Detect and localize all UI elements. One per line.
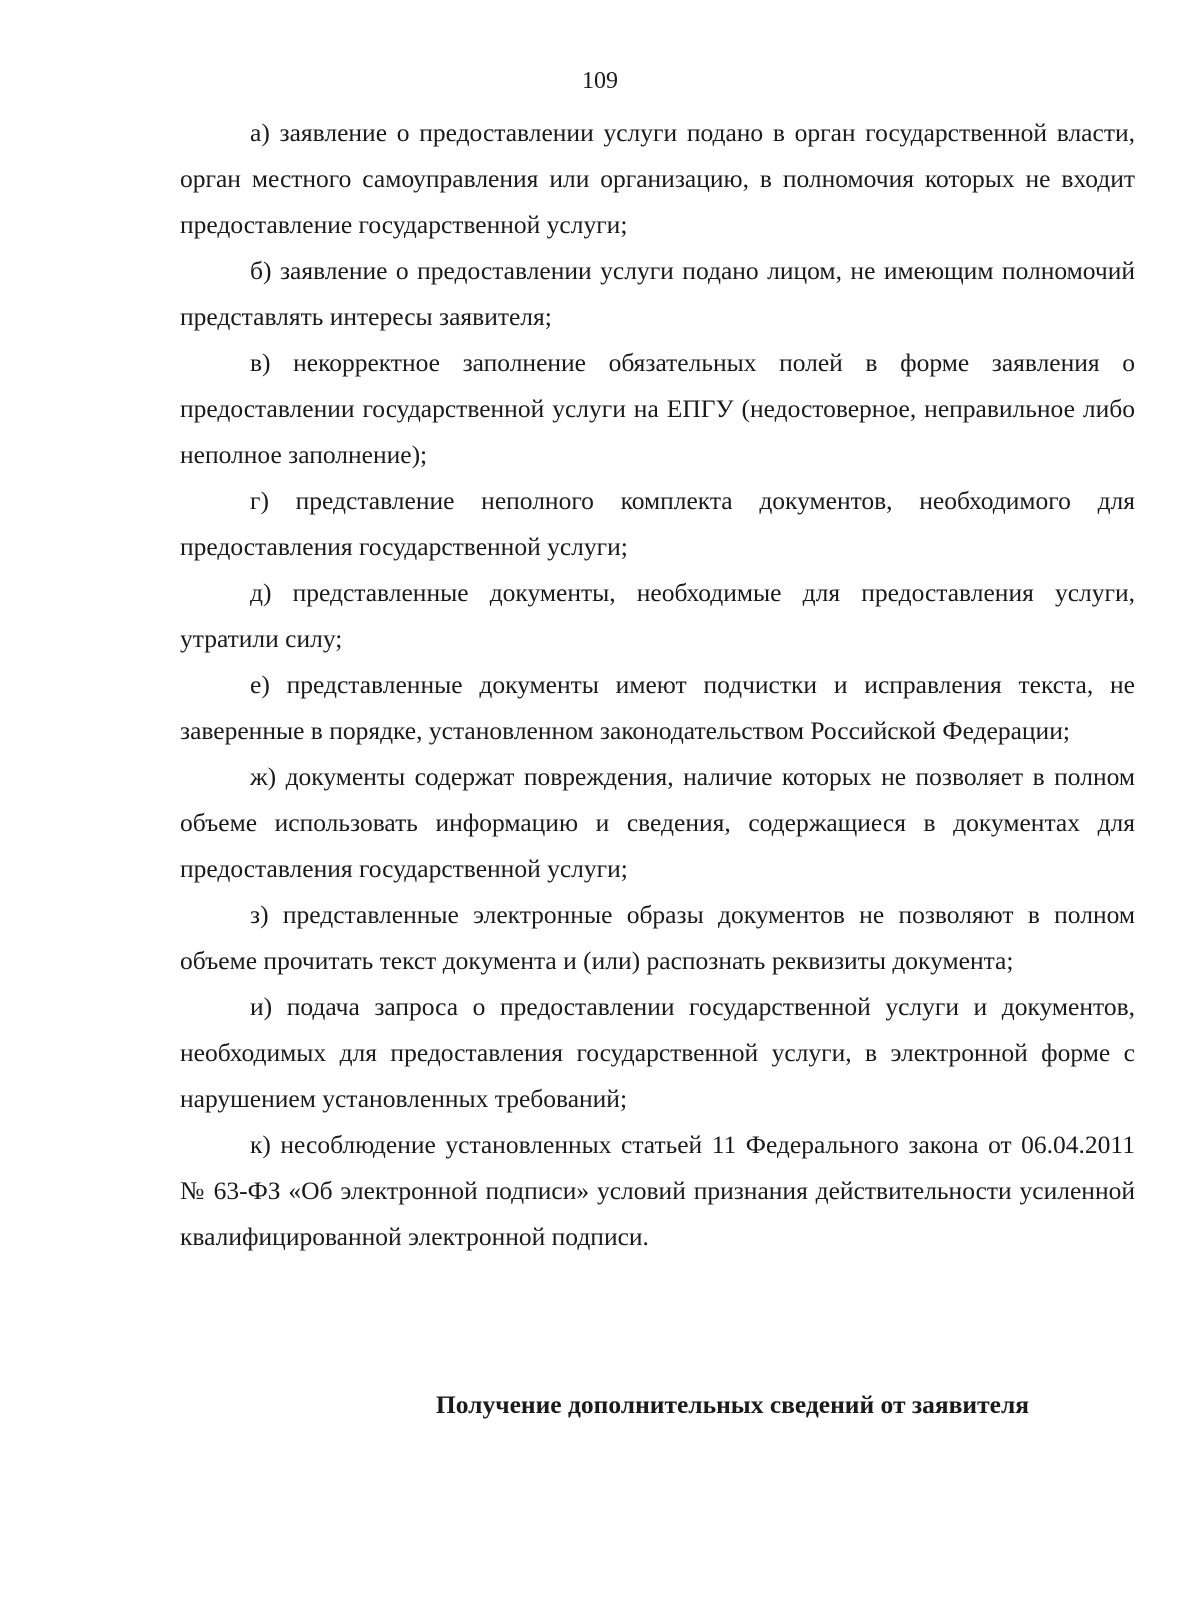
paragraph-b: б) заявление о предоставлении услуги подано лицом, не имеющим полномочий представлять интересы заявителя; — [180, 256, 1135, 331]
page-number: 109 — [582, 68, 618, 94]
section-heading: Получение дополнительных сведений от заявителя — [435, 1390, 1030, 1419]
paragraph-v: в) некорректное заполнение обязательных полей в форме заявления о предоставлении государственной услуги на ЕПГУ (недостоверное, неправильное либо неполное заполнение); — [180, 348, 1135, 469]
paragraph-z: з) представленные электронные образы документов не позволяют в полном объеме прочитать текст документа и (или) распознать реквизиты документа; — [180, 900, 1135, 975]
paragraph-d: д) представленные документы, необходимые для предоставления услуги, утратили силу; — [180, 578, 1135, 653]
paragraph-k: к) несоблюдение установленных статьей 11 Федерального закона от 06.04.2011 № 63-ФЗ «Об электронной подписи» условий признания действительности усиленной квалифицированной электронной подписи. — [180, 1130, 1135, 1251]
paragraph-e: е) представленные документы имеют подчистки и исправления текста, не заверенные в порядке, установленном законодательством Российской Федерации; — [180, 670, 1135, 745]
paragraph-zh: ж) документы содержат повреждения, наличие которых не позволяет в полном объеме использовать информацию и сведения, содержащиеся в документах для предоставления государственной услуги; — [180, 762, 1135, 883]
text-body — [180, 110, 1135, 1260]
paragraph-g: г) представление неполного комплекта документов, необходимого для предоставления государственной услуги; — [180, 486, 1135, 561]
paragraph-i: и) подача запроса о предоставлении государственной услуги и документов, необходимых для предоставления государственной услуги, в электронной форме с нарушением установленных требований; — [180, 992, 1135, 1113]
paragraph-a: а) заявление о предоставлении услуги подано в орган государственной власти, орган местного самоуправления или организацию, в полномочия которых не входит предоставление государственной услуги; — [180, 118, 1135, 239]
